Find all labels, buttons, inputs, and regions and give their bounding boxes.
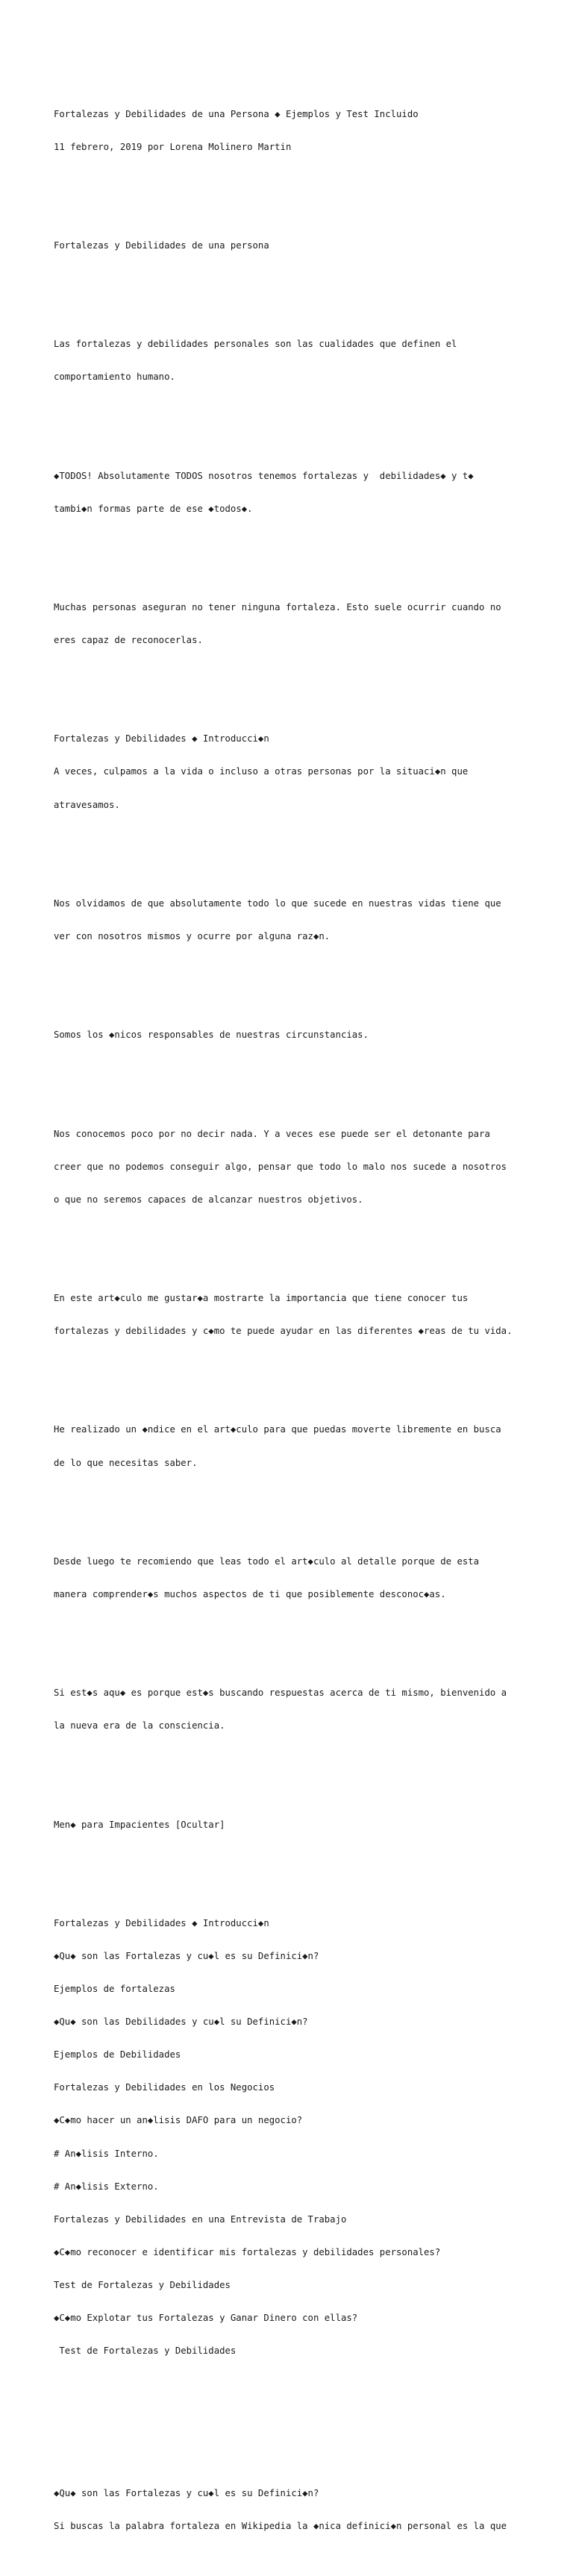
paragraph-line: la nueva era de la consciencia. [54,1720,225,1732]
toc-item[interactable]: # An◆lisis Interno. [54,2148,159,2159]
closing-heading: ◆Qu◆ son las Fortalezas y cu◆l es su Definici◆n? [54,2488,319,2499]
toc-item[interactable]: Ejemplos de fortalezas [54,1984,175,1995]
toc-item[interactable]: Fortalezas y Debilidades en los Negocios [54,2082,275,2093]
paragraph-line: Muchas personas aseguran no tener ninguna fortaleza. Esto suele ocurrir cuando no [54,601,501,612]
paragraph [54,876,539,964]
toc-item[interactable]: ◆C◆mo reconocer e identificar mis fortalezas y debilidades personales? [54,2246,441,2257]
toc-item[interactable]: Test de Fortalezas y Debilidades [54,2279,231,2290]
paragraph [54,1271,539,1359]
document-header [54,87,539,175]
toc-item[interactable]: ◆Qu◆ son las Fortalezas y cu◆l es su Definici◆n? [54,1950,319,1961]
paragraph-line: Nos olvidamos de que absolutamente todo lo que sucede en nuestras vidas tiene que [54,897,501,909]
toc-item[interactable]: Test de Fortalezas y Debilidades [54,2345,237,2357]
toc-item[interactable]: Fortalezas y Debilidades en una Entrevista de Trabajo [54,2213,347,2225]
intro-section [54,712,539,833]
paragraph-line: creer que no podemos conseguir algo, pensar que todo lo malo nos sucede a nosotros [54,1161,507,1172]
paragraph-line: Las fortalezas y debilidades personales son las cualidades que definen el [54,339,457,350]
section-title: Fortalezas y Debilidades de una persona [54,239,269,251]
paragraph [54,1106,539,1227]
closing-section [54,2466,539,2554]
paragraph-line: ver con nosotros mismos y ocurre por alguna raz◆n. [54,930,331,941]
toc-toggle[interactable]: Men◆ para Impacientes [Ocultar] [54,1819,225,1830]
document-byline: 11 febrero, 2019 por Lorena Molinero Martin [54,141,292,152]
paragraph-line: He realizado un ◆ndice en el art◆culo para que puedas moverte libremente en busca [54,1424,501,1435]
toc-toggle-block [54,1797,539,1852]
paragraph-line: o que no seremos capaces de alcanzar nuestros objetivos. [54,1194,363,1205]
paragraph-line: atravesamos. [54,799,120,810]
intro-heading: Fortalezas y Debilidades ◆ Introducci◆n [54,733,269,745]
paragraph [54,448,539,536]
paragraph-line: de lo que necesitas saber. [54,1457,198,1468]
paragraph [54,1403,539,1491]
paragraph-line: Si est◆s aqu◆ es porque est◆s buscando respuestas acerca de ti mismo, bienvenido a [54,1687,507,1699]
paragraph [54,1534,539,1622]
paragraph-line: Nos conocemos poco por no decir nada. Y a veces ese puede ser el detonante para [54,1128,490,1139]
document-page [54,54,539,2576]
paragraph [54,317,539,405]
toc-item[interactable]: ◆C◆mo Explotar tus Fortalezas y Ganar Dinero con ellas? [54,2313,358,2324]
spacer [54,2411,539,2433]
paragraph-line: tambi◆n formas parte de ese ◆todos◆. [54,503,253,514]
paragraph-line: A veces, culpamos a la vida o incluso a otras personas por la situaci◆n que [54,766,469,777]
toc-item[interactable]: Fortalezas y Debilidades ◆ Introducci◆n [54,1917,269,1928]
paragraph-line: eres capaz de reconocerlas. [54,635,203,646]
paragraph-line: Desde luego te recomiendo que leas todo el art◆culo al detalle porque de esta [54,1555,480,1567]
paragraph [54,580,539,668]
section-title-block [54,219,539,274]
toc-item[interactable]: ◆Qu◆ son las Debilidades y cu◆l su Definici◆n? [54,2016,308,2028]
paragraph-line: Somos los ◆nicos responsables de nuestras circunstancias. [54,1030,369,1041]
paragraph [54,1666,539,1754]
paragraph-line: En este art◆culo me gustar◆a mostrarte la importancia que tiene conocer tus [54,1293,469,1304]
paragraph-line: fortalezas y debilidades y c◆mo te puede ayudar en las diferentes ◆reas de tu vida. [54,1326,513,1337]
paragraph [54,1008,539,1063]
toc-item[interactable]: # An◆lisis Externo. [54,2181,159,2192]
table-of-contents [54,1896,539,2378]
paragraph-line: comportamiento humano. [54,372,175,383]
paragraph-line: ◆TODOS! Absolutamente TODOS nosotros tenemos fortalezas y debilidades◆ y t◆ [54,470,474,481]
toc-item[interactable]: ◆C◆mo hacer un an◆lisis DAFO para un negocio? [54,2115,303,2126]
paragraph-line: Si buscas la palabra fortaleza en Wikipedia la ◆nica definici◆n personal es la que [54,2521,507,2532]
paragraph-line: manera comprender◆s muchos aspectos de ti que posiblemente desconoc◆as. [54,1588,446,1599]
document-title: Fortalezas y Debilidades de una Persona ◆ Ejemplos y Test Incluido [54,108,419,119]
toc-item[interactable]: Ejemplos de Debilidades [54,2049,181,2061]
